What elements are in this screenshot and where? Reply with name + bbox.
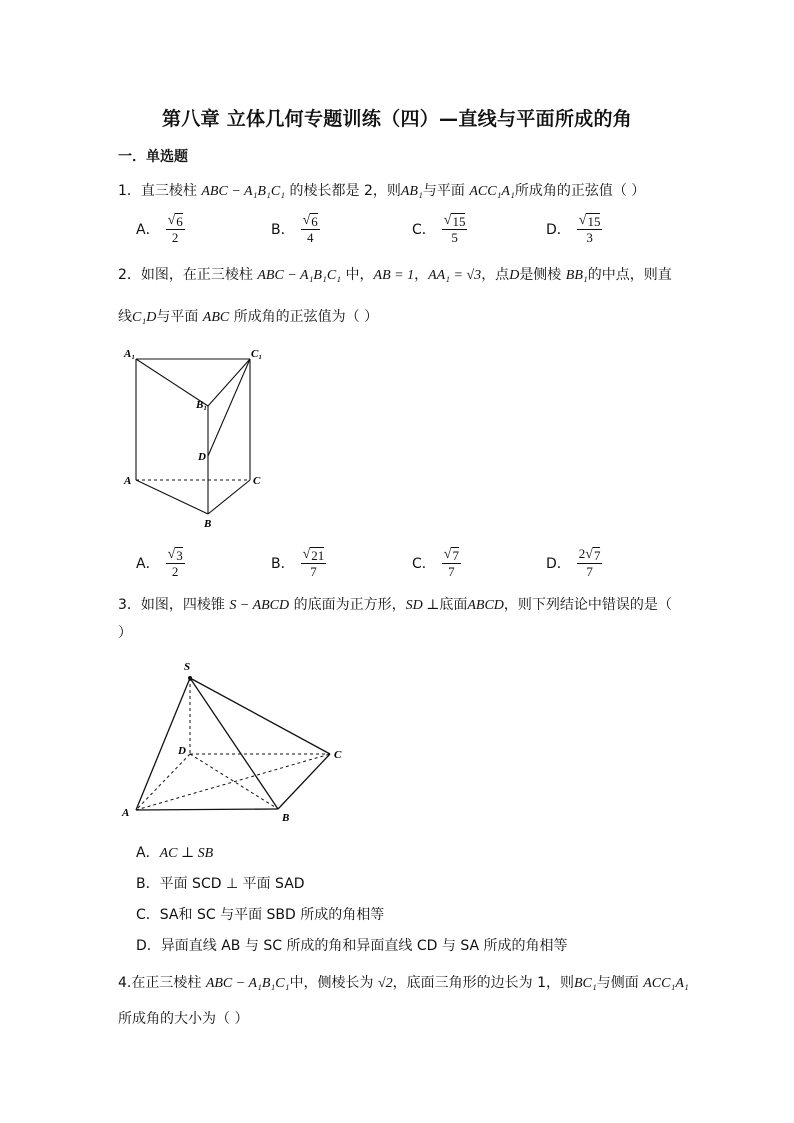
question-3 [118,594,672,614]
label-b: B [204,518,212,530]
question-text: 是侧棱 [519,267,562,283]
math-expression: SD ⊥ [405,598,440,613]
question-text: 所成角的大小为（ ） [118,1011,249,1027]
question-text: 中， [345,267,374,283]
option-a [136,546,185,579]
label-c: C [334,749,342,761]
question-number: 4. [118,975,132,991]
math-expression: √2 [377,976,393,991]
label-a1: A₁ [124,348,136,360]
math-expression: ABC − A₁B₁C₁ [257,268,342,283]
option-a [136,842,213,862]
math-expression: D [509,268,520,283]
fraction-denominator: 7 [586,564,593,579]
option-label: B． [271,555,295,572]
question-text: 所成角的正弦值（ ） [514,183,646,199]
option-c [412,546,461,579]
option-label: A． [136,845,160,861]
question-text: 所成角的正弦值为（ ） [233,309,379,325]
option-label: B． [136,876,160,892]
option-label: D． [546,221,571,238]
fraction-numerator: 6 [176,214,183,229]
math-expression: ABCD [467,598,504,613]
option-c [136,904,384,924]
question-2-line-2 [118,306,378,326]
fraction-numerator: 6 [311,214,318,229]
label-c1: C₁ [251,348,263,360]
option-label: C． [412,555,436,572]
label-a: A [124,475,132,487]
option-label: C． [412,221,436,238]
option-label: C． [136,907,160,923]
question-text: 与平面 [422,183,465,199]
fraction-denominator: 7 [310,564,317,579]
question-text: 线 [118,309,132,325]
fraction: √ 3 2 [167,547,183,579]
option-text: AC ⊥ SB [159,846,214,861]
fraction-numerator: 7 [593,548,601,563]
fraction: 2 √ 7 7 [578,546,601,579]
fraction-numerator: 21 [311,548,325,563]
fraction-denominator: 2 [171,230,179,245]
option-d [546,212,602,245]
math-expression: ABC − A₁B₁C₁ [205,976,290,991]
option-text: 平面 SCD ⊥ 平面 SAD [159,876,305,892]
fraction-denominator: 7 [448,564,455,579]
fraction: √ 15 3 [578,213,601,245]
fraction: √ 6 4 [302,213,318,245]
question-number: 2． [118,267,141,283]
fraction: √ 7 7 [443,547,459,579]
option-b [136,873,305,893]
option-text: 异面直线 AB 与 SC 所成的角和异面直线 CD 与 SA 所成的角相等 [160,938,568,954]
option-d [136,935,568,955]
question-1 [118,180,645,200]
label-d: D [178,745,186,757]
fraction-numerator: 3 [176,548,183,563]
label-b: B [282,812,290,824]
fraction-denominator: 3 [586,230,593,245]
option-label: A． [136,221,160,238]
math-expression: BC₁ [574,976,597,991]
fraction: √ 15 5 [443,213,466,245]
option-d [546,546,602,579]
fraction: √ 6 2 [167,213,183,245]
fraction-denominator: 2 [171,564,179,579]
option-b [271,212,320,245]
fraction-numerator: 15 [452,214,466,229]
question-text: 在正三棱柱 [131,975,202,991]
math-expression: AB₁ [400,184,423,199]
question-text: ） [118,625,132,641]
math-expression: C₁D [132,310,157,325]
question-4 [118,972,689,992]
math-expression: ABC [202,310,230,325]
question-3-line-2 [118,622,132,642]
question-4-line-2 [118,1008,248,1028]
math-expression: AA₁ = √3 [428,268,482,283]
label-a: A [122,807,130,819]
option-c [412,212,467,245]
question-text: 中，侧棱长为 [289,975,374,991]
question-text: 的中点，则直 [587,267,672,283]
question-number: 3． [118,597,141,613]
question-text: ，点 [481,267,510,283]
math-expression: ACC₁A₁ [643,976,689,991]
math-expression: BB₁ [565,268,588,283]
question-text: ，则下列结论中错误的是（ [503,597,672,613]
question-number: 1． [118,183,141,199]
square-pyramid-figure [118,654,358,829]
option-text: SA和 SC 与平面 SBD 所成的角相等 [159,907,385,923]
question-text: 的棱长都是 2，则 [289,183,401,199]
fraction-denominator: 5 [451,230,458,245]
fraction: √ 21 7 [302,547,325,579]
fraction-coefficient: 2 [578,546,586,561]
question-text: 直三棱柱 [140,183,197,199]
math-expression: AB = 1 [373,268,415,283]
question-text: 如图，四棱锥 [140,597,225,613]
math-expression: ABC − A₁B₁C₁ [201,184,286,199]
fraction-numerator: 7 [452,548,459,563]
option-label: D． [546,555,571,572]
question-2 [118,264,672,284]
option-label: A． [136,555,160,572]
option-label: B． [271,221,295,238]
fraction-denominator: 4 [306,230,314,245]
label-s: S [184,661,191,673]
question-text: ， [414,267,429,283]
question-text: ，底面三角形的边长为 1，则 [392,975,574,991]
label-d: D [198,451,206,463]
question-text: 的底面为正方形， [293,597,406,613]
question-text: 如图，在正三棱柱 [140,267,253,283]
option-b [271,546,326,579]
option-label: D． [136,938,161,954]
math-expression: S − ABCD [229,598,290,613]
section-heading: 一．单选题 [118,149,188,165]
question-text: 底面 [439,597,468,613]
triangular-prism-figure [118,344,278,534]
math-expression: ACC₁A₁ [469,184,515,199]
question-text: 与侧面 [596,975,639,991]
page-title: 第八章 立体几何专题训练（四）—直线与平面所成的角 [161,108,633,130]
label-b1: B₁ [196,399,208,411]
question-text: 与平面 [156,309,199,325]
label-c: C [253,475,261,487]
fraction-numerator: 15 [587,214,601,229]
option-a [136,212,185,245]
